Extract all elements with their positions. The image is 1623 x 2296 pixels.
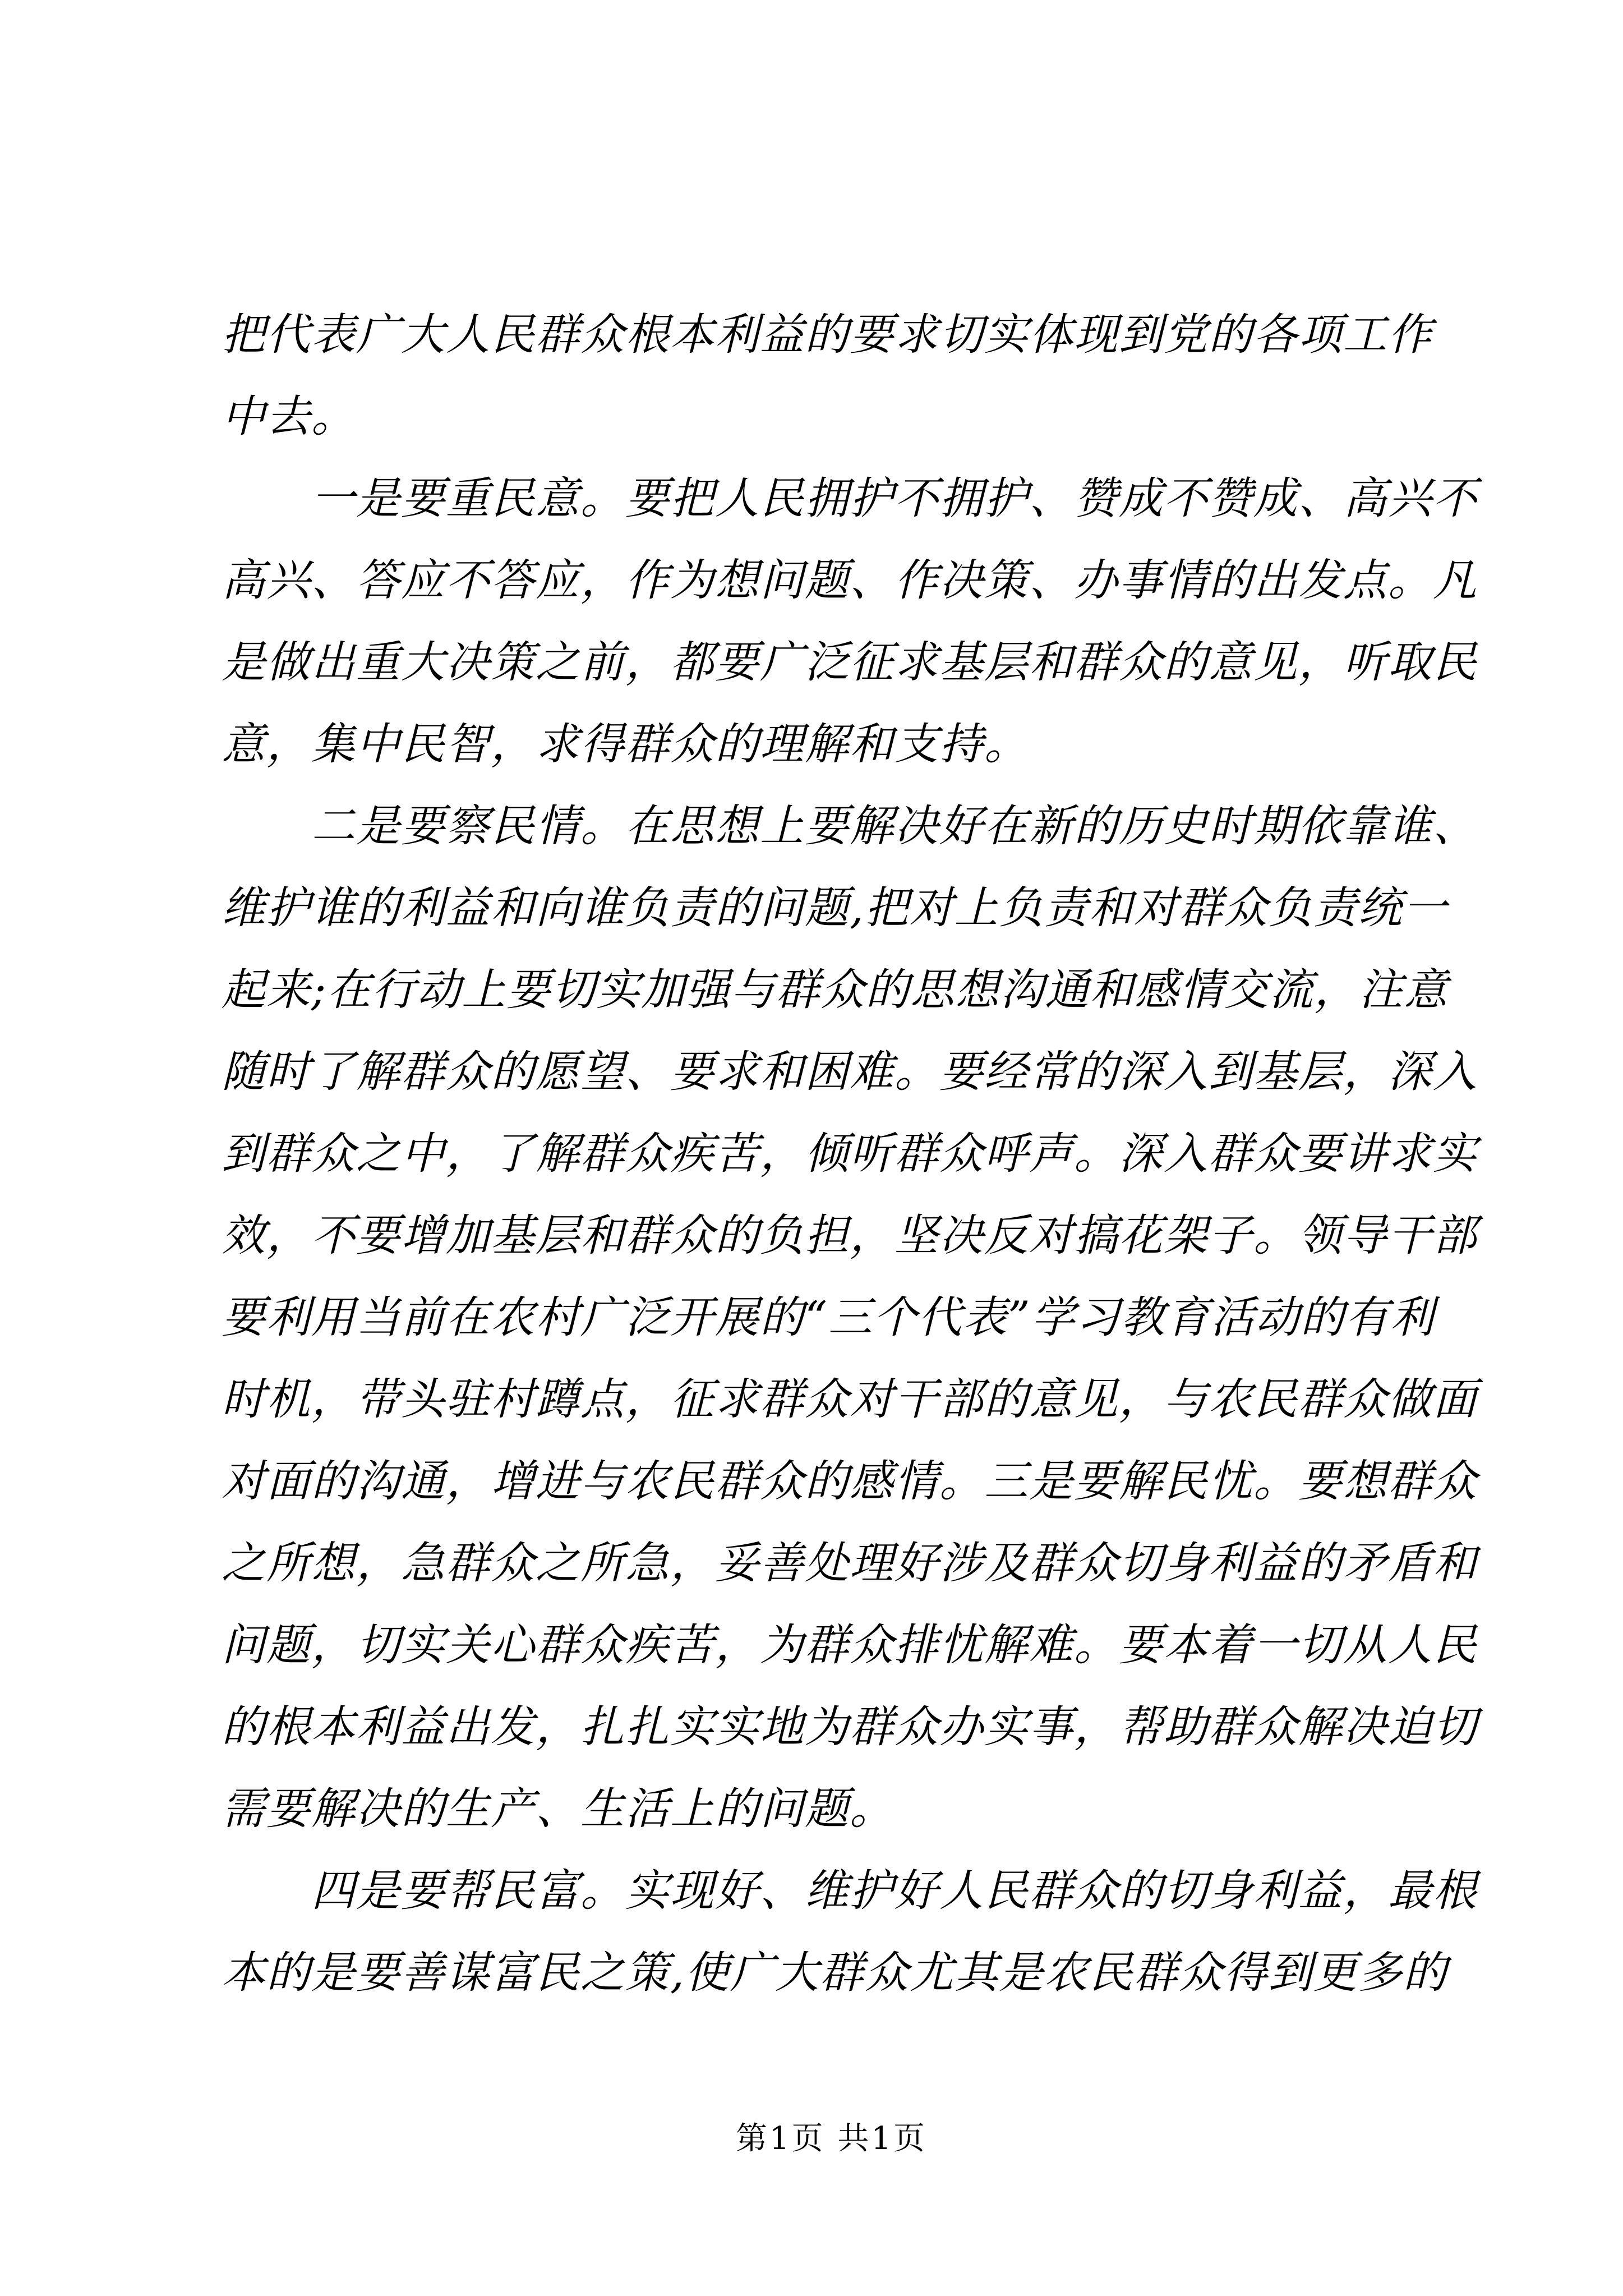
text-line: 高兴、答应不答应，作为想问题、作决策、办事情的出发点。凡 bbox=[222, 555, 1478, 606]
text-line: 是做出重大决策之前，都要广泛征求基层和群众的意见，听取民 bbox=[222, 637, 1478, 688]
text-line: 四是要帮民富。实现好、维护好人民群众的切身利益，最根 bbox=[311, 1866, 1478, 1916]
text-line: 的根本利益出发，扎扎实实地为群众办实事，帮助群众解决迫切 bbox=[222, 1702, 1478, 1752]
text-line: 二是要察民情。在思想上要解决好在新的历史时期依靠谁、 bbox=[311, 801, 1478, 852]
text-line: 意，集中民智，求得群众的理解和支持。 bbox=[222, 719, 1030, 770]
text-line: 一是要重民意。要把人民拥护不拥护、赞成不赞成、高兴不 bbox=[311, 473, 1478, 524]
page-footer bbox=[222, 2122, 1441, 2156]
text-line: 本的是要善谋富民之策,使广大群众尤其是农民群众得到更多的 bbox=[222, 1948, 1448, 1998]
text-line: 对面的沟通，增进与农民群众的感情。三是要解民忧。要想群众 bbox=[222, 1456, 1478, 1507]
document-body-text bbox=[222, 294, 1478, 2014]
page-number-label: 第1页 共1页 bbox=[735, 2120, 928, 2157]
text-line: 问题，切实关心群众疾苦，为群众排忧解难。要本着一切从人民 bbox=[222, 1620, 1478, 1671]
text-line: 到群众之中，了解群众疾苦，倾听群众呼声。深入群众要讲求实 bbox=[222, 1129, 1478, 1179]
text-line: 维护谁的利益和向谁负责的问题,把对上负责和对群众负责统一 bbox=[222, 883, 1448, 933]
text-line: 需要解决的生产、生活上的问题。 bbox=[222, 1784, 895, 1834]
text-line: 之所想，急群众之所急，妥善处理好涉及群众切身利益的矛盾和 bbox=[222, 1538, 1478, 1589]
text-line: 中去。 bbox=[222, 392, 357, 442]
text-line: 起来;在行动上要切实加强与群众的思想沟通和感情交流，注意 bbox=[222, 965, 1449, 1015]
text-line: 效，不要增加基层和群众的负担，坚决反对搞花架子。领导干部 bbox=[222, 1211, 1478, 1261]
text-line: 要利用当前在农村广泛开展的“三个代表”学习教育活动的有利 bbox=[222, 1292, 1435, 1343]
text-line: 随时了解群众的愿望、要求和困难。要经常的深入到基层，深入 bbox=[222, 1047, 1478, 1097]
text-line: 把代表广大人民群众根本利益的要求切实体现到党的各项工作 bbox=[222, 310, 1433, 360]
text-line: 时机，带头驻村蹲点，征求群众对干部的意见，与农民群众做面 bbox=[222, 1374, 1478, 1425]
